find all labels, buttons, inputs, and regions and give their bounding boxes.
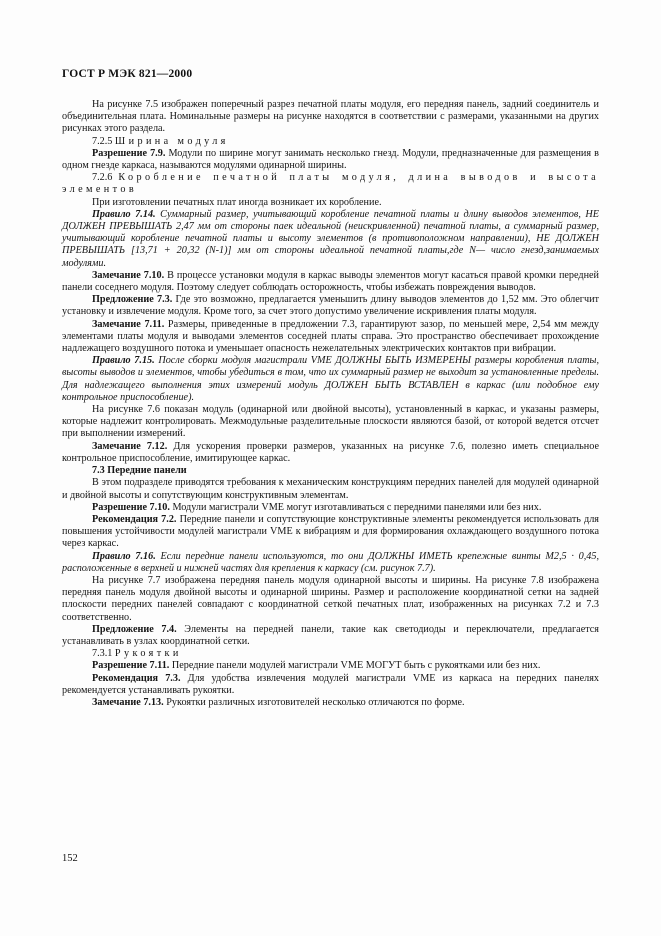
paragraph — [62, 441, 599, 465]
paragraph-text: Ширина модуля — [114, 135, 229, 147]
paragraph-text: Рекомендация 7.3. — [92, 672, 181, 684]
paragraph — [62, 148, 599, 172]
paragraph-text: Для ускорения проверки размеров, указанных на рисунке 7.6, полезно иметь специальное контрольное приспособление, имитирующее каркас. — [62, 440, 599, 464]
paragraph-text: Для удобства извлечения модулей магистрали VME из каркаса на передних панелях рекомендуется устанавливать рукоятки. — [62, 672, 599, 696]
paragraph — [62, 197, 599, 209]
paragraph — [62, 209, 599, 270]
paragraph — [62, 648, 599, 660]
paragraph-text: Правило 7.15. — [92, 355, 155, 367]
paragraph-text: Предложение 7.4. — [92, 623, 177, 635]
paragraph-text: Рукоятки различных изготовителей несколько отличаются по форме. — [163, 696, 465, 708]
paragraph-text: Замечание 7.12. — [92, 440, 168, 452]
paragraph-text: Рекомендация 7.2. — [92, 513, 177, 525]
paragraph-text: Где это возможно, предлагается уменьшить длину выводов элементов до 1,52 мм. Это облегчит установку и извлечение модуля. Кроме того, за счет этого допустимо увеличение искривления платы модуля. — [62, 294, 599, 318]
paragraph — [62, 270, 599, 294]
paragraph-text: На рисунке 7.6 показан модуль (одинарной или двойной высоты), установленный в каркас, и указаны размеры, которые надлежит контролировать. Межмодульные разделительные плоскости являются базой, от которой ведется отсчет при выполнении измерений. — [62, 404, 599, 440]
paragraph — [62, 99, 599, 136]
paragraph — [62, 355, 599, 404]
paragraph — [62, 136, 599, 148]
paragraph-text: Правило 7.14. — [92, 208, 156, 220]
paragraph-text: После сборки модуля магистрали VME ДОЛЖНЫ БЫТЬ ИЗМЕРЕНЫ размеры коробления платы, высоты выводов и элементов, чтобы убедиться в том, что их суммарный размер не выходит за установленные пределы. Для надлежащего выполнения этих измерений модуль ДОЛЖЕН БЫТЬ ВСТАВЛЕН в каркас (или подобное ему контрольное приспособление). — [62, 355, 599, 403]
paragraph-text: 7.3.1 — [92, 648, 115, 660]
paragraph-text: В процессе установки модуля в каркас выводы элементов могут касаться правой кромки передней панели соседнего модуля. Поэтому следует соблюдать осторожность, чтобы избежать повреждения выводов. — [62, 269, 600, 294]
paragraph — [62, 404, 599, 441]
paragraph-text: 7.3 Передние панели — [92, 465, 187, 477]
paragraph — [62, 551, 599, 575]
paragraph — [62, 673, 599, 697]
page-header: ГОСТ Р МЭК 821—2000 — [62, 68, 193, 80]
paragraph-text: При изготовлении печатных плат иногда возникает их коробление. — [92, 196, 382, 208]
paragraph-text: Передние панели модулей магистрали VME МОГУТ быть с рукоятками или без них. — [169, 660, 541, 672]
paragraph — [62, 477, 599, 501]
paragraph-text: Разрешение 7.10. — [92, 501, 170, 513]
paragraph — [62, 624, 599, 648]
paragraph-text: На рисунке 7.7 изображена передняя панель модуля одинарной высоты и ширины. На рисунке 7.8 изображена передняя панель модуля двойной высоты и одинарной ширины. Размер и расположение координатной сетки на задней плоскости передних панелей совпадают с координатной сеткой печатных плат, изображенных на рисунках 7.2 и 7.3 соответственно. — [62, 574, 599, 623]
paragraph-text: Рукоятки — [114, 648, 182, 660]
paragraph-text: 7.2.5 — [92, 135, 115, 147]
paragraph-text: Элементы на передней панели, такие как светодиоды и переключатели, предлагается устанавливать в узлах координатной сетки. — [62, 623, 599, 647]
paragraph-text: Суммарный размер, учитывающий коробление печатной платы и длину выводов элементов, НЕ ДОЛЖЕН ПРЕВЫШАТЬ 2,47 мм от стороны паек идеальной (неискривленной) печатной платы, а суммарный размер, учитывающий коробление печатной платы и высоту элементов (в противоположном направлении), НЕ ДОЛЖЕН ПРЕВЫШАТЬ [13,71 + 20,32 (N-1)] мм от стороны идеальной печатной платы,где N— число гнезд,занимаемых модулями. — [62, 208, 600, 269]
paragraph-text: Разрешение 7.9. — [92, 147, 166, 159]
paragraph — [62, 172, 599, 196]
paragraph — [62, 514, 599, 551]
paragraph-text: Коробление печатной платы модуля, длина выводов и высота элементов — [62, 172, 599, 196]
paragraph-text: Модули по ширине могут занимать несколько гнезд. Модули, предназначенные для размещения в одном гнезде каркаса, называются модулями одинарной ширины. — [62, 147, 599, 172]
paragraph — [62, 660, 599, 672]
page-number: 152 — [62, 853, 78, 864]
paragraph — [62, 697, 599, 709]
paragraph-text: Модули магистрали VME могут изготавливаться с передними панелями или без них. — [169, 501, 542, 513]
paragraph-text: В этом подразделе приводятся требования к механическим конструкциям передних панелей для модулей одинарной и двойной высоты и сопутствующим конструктивным элементам. — [62, 477, 599, 501]
paragraph-text: Замечание 7.10. — [92, 269, 165, 281]
paragraph-text: Разрешение 7.11. — [92, 660, 170, 672]
paragraph-text: Предложение 7.3. — [92, 294, 173, 306]
paragraph-text: Правило 7.16. — [92, 550, 156, 562]
paragraph — [62, 294, 599, 318]
paragraph-text: Передние панели и сопутствующие конструктивные элементы рекомендуется использовать для повышения устойчивости модулей магистрали VME к вибрациям и для формирования охлаждающего воздушного потока через каркас. — [62, 513, 599, 550]
paragraph — [62, 575, 599, 624]
paragraph — [62, 465, 599, 477]
paragraph-text: Замечание 7.11. — [92, 318, 165, 330]
document-body — [62, 99, 599, 709]
paragraph — [62, 502, 599, 514]
paragraph — [62, 319, 599, 356]
paragraph-text: 7.2.6 — [92, 172, 119, 184]
paragraph-text: Замечание 7.13. — [92, 696, 164, 708]
paragraph-text: Размеры, приведенные в предложении 7.3, гарантируют зазор, по меньшей мере, 2,54 мм между элементами платы модуля и выводами элементов соседней платы справа. Это пространство обеспечивает прохождение надлежащего воздушного потока и уменьшает опасность нежелательных электрических контактов при вибрации. — [62, 318, 599, 355]
paragraph-text: На рисунке 7.5 изображен поперечный разрез печатной платы модуля, его передняя панель, задний соединитель и объединительная плата. Номинальные размеры на рисунке находятся в соответствии с размерами, указанными на других рисунках этого раздела. — [62, 99, 599, 135]
paragraph-text: Если передние панели используются, то они ДОЛЖНЫ ИМЕТЬ крепежные винты М2,5 · 0,45, расположенные в верхней и нижней частях для крепления к каркасу (см. рисунок 7.7). — [62, 550, 599, 574]
